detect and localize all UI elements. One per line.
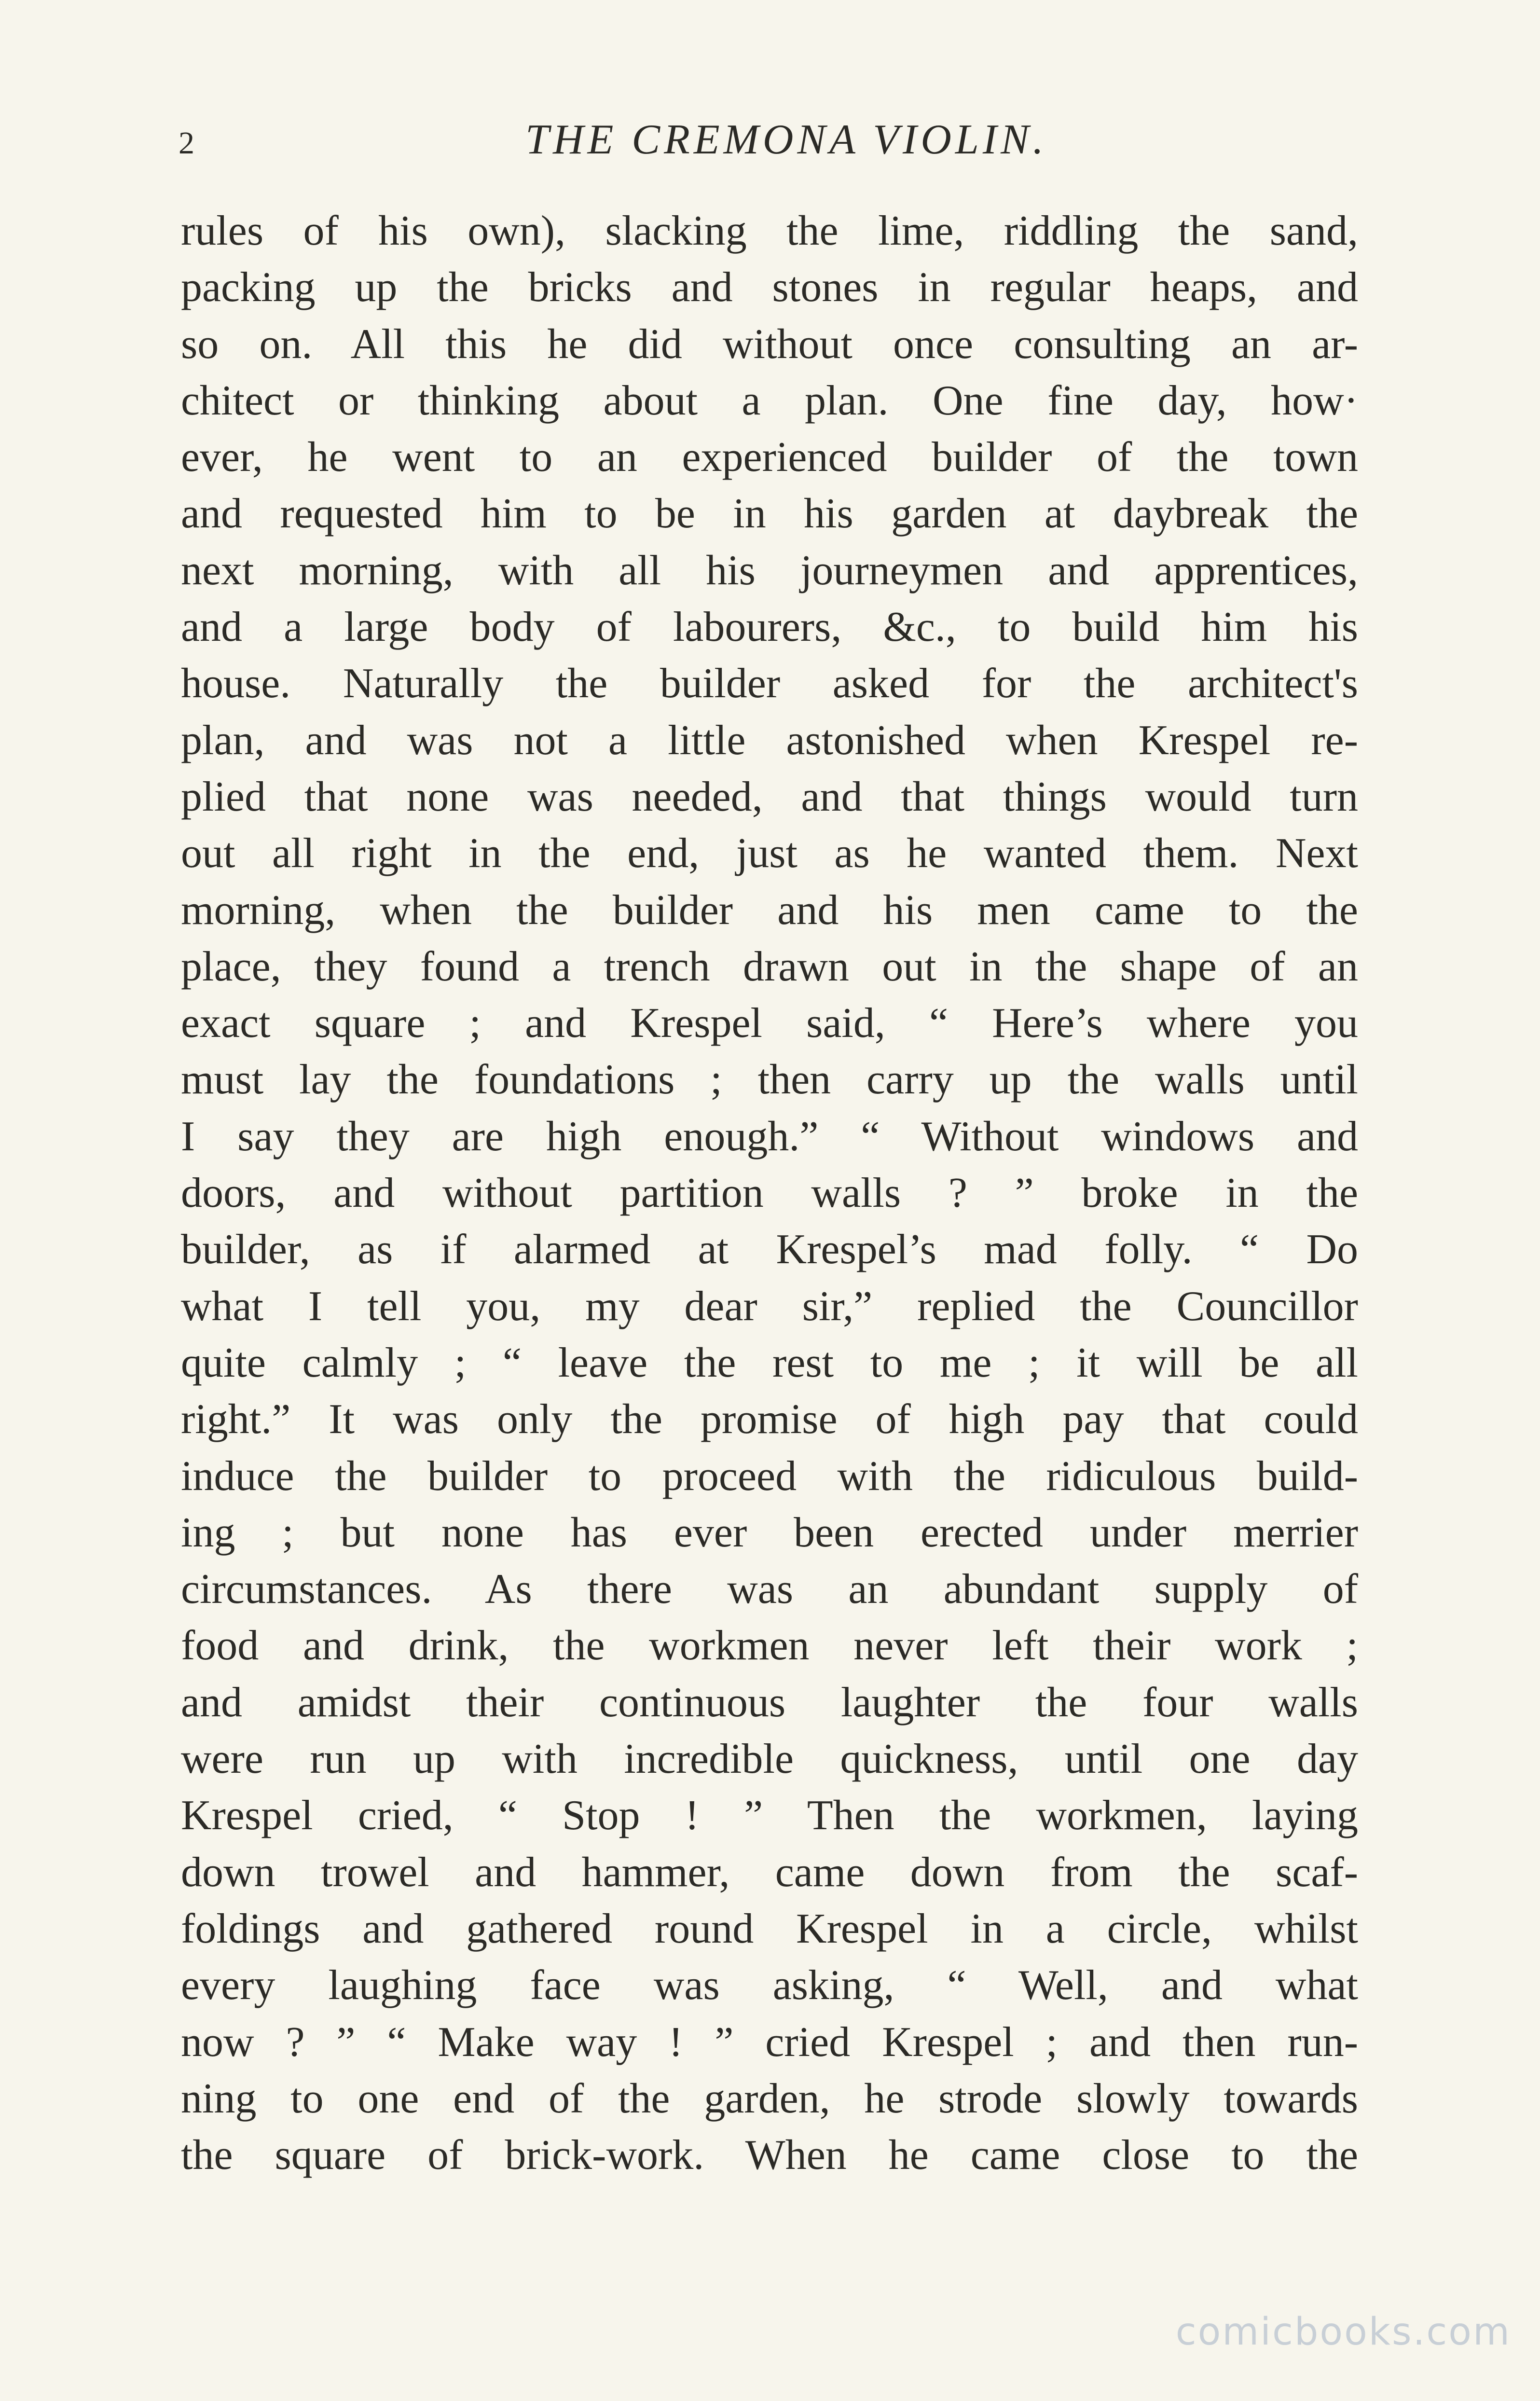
text-line: rules of his own), slacking the lime, riddling the sand, bbox=[181, 207, 1358, 254]
text-line: so on. All this he did without once consulting an ar- bbox=[181, 320, 1358, 368]
text-line: what I tell you, my dear sir,” replied the Councillor bbox=[181, 1283, 1358, 1330]
text-line: out all right in the end, just as he wanted them. Next bbox=[181, 830, 1358, 877]
text-line: circumstances. As there was an abundant supply of bbox=[181, 1566, 1358, 1613]
text-line: place, they found a trench drawn out in the shape of an bbox=[181, 943, 1358, 990]
text-line: ning to one end of the garden, he strode slowly towards bbox=[181, 2075, 1358, 2122]
text-line: morning, when the builder and his men came to the bbox=[181, 886, 1358, 934]
text-line: and a large body of labourers, &c., to build him his bbox=[181, 604, 1358, 651]
text-line: chitect or thinking about a plan. One fine day, how· bbox=[181, 377, 1358, 424]
page-number: 2 bbox=[179, 125, 194, 161]
text-line: now ? ” “ Make way ! ” cried Krespel ; and then run- bbox=[181, 2018, 1358, 2066]
text-line: must lay the foundations ; then carry up the walls until bbox=[181, 1056, 1358, 1104]
text-line: I say they are high enough.” “ Without windows and bbox=[181, 1113, 1358, 1160]
text-line: builder, as if alarmed at Krespel’s mad folly. “ Do bbox=[181, 1226, 1358, 1273]
text-line: doors, and without partition walls ? ” broke in the bbox=[181, 1170, 1358, 1217]
text-line: ing ; but none has ever been erected under merrier bbox=[181, 1509, 1358, 1556]
text-line: plan, and was not a little astonished when Krespel re- bbox=[181, 717, 1358, 764]
text-line: ever, he went to an experienced builder of the town bbox=[181, 434, 1358, 481]
text-line: and amidst their continuous laughter the four walls bbox=[181, 1679, 1358, 1726]
text-line: next morning, with all his journeymen and apprentices, bbox=[181, 547, 1358, 594]
body-text bbox=[181, 203, 1358, 2183]
text-line: and requested him to be in his garden at daybreak the bbox=[181, 490, 1358, 538]
text-line: quite calmly ; “ leave the rest to me ; it will be all bbox=[181, 1339, 1358, 1386]
text-line: house. Naturally the builder asked for the architect's bbox=[181, 660, 1358, 707]
text-line: exact square ; and Krespel said, “ Here’s where you bbox=[181, 1000, 1358, 1047]
text-line: Krespel cried, “ Stop ! ” Then the workmen, laying bbox=[181, 1792, 1358, 1839]
text-line: down trowel and hammer, came down from the scaf- bbox=[181, 1849, 1358, 1896]
text-line: induce the builder to proceed with the ridiculous build- bbox=[181, 1452, 1358, 1500]
page-header bbox=[179, 113, 1365, 166]
text-line: food and drink, the workmen never left their work ; bbox=[181, 1622, 1358, 1670]
text-line: packing up the bricks and stones in regular heaps, and bbox=[181, 264, 1358, 311]
text-line: the square of brick-work. When he came close to the bbox=[181, 2132, 1358, 2179]
text-line: right.” It was only the promise of high pay that could bbox=[181, 1396, 1358, 1443]
text-line: were run up with incredible quickness, until one day bbox=[181, 1736, 1358, 1783]
text-line: every laughing face was asking, “ Well, and what bbox=[181, 1962, 1358, 2009]
watermark: comicbooks.com bbox=[1175, 2310, 1511, 2354]
text-line: foldings and gathered round Krespel in a circle, whilst bbox=[181, 1905, 1358, 1952]
text-line: plied that none was needed, and that things would turn bbox=[181, 773, 1358, 820]
running-title: THE CREMONA VIOLIN. bbox=[525, 116, 1047, 163]
